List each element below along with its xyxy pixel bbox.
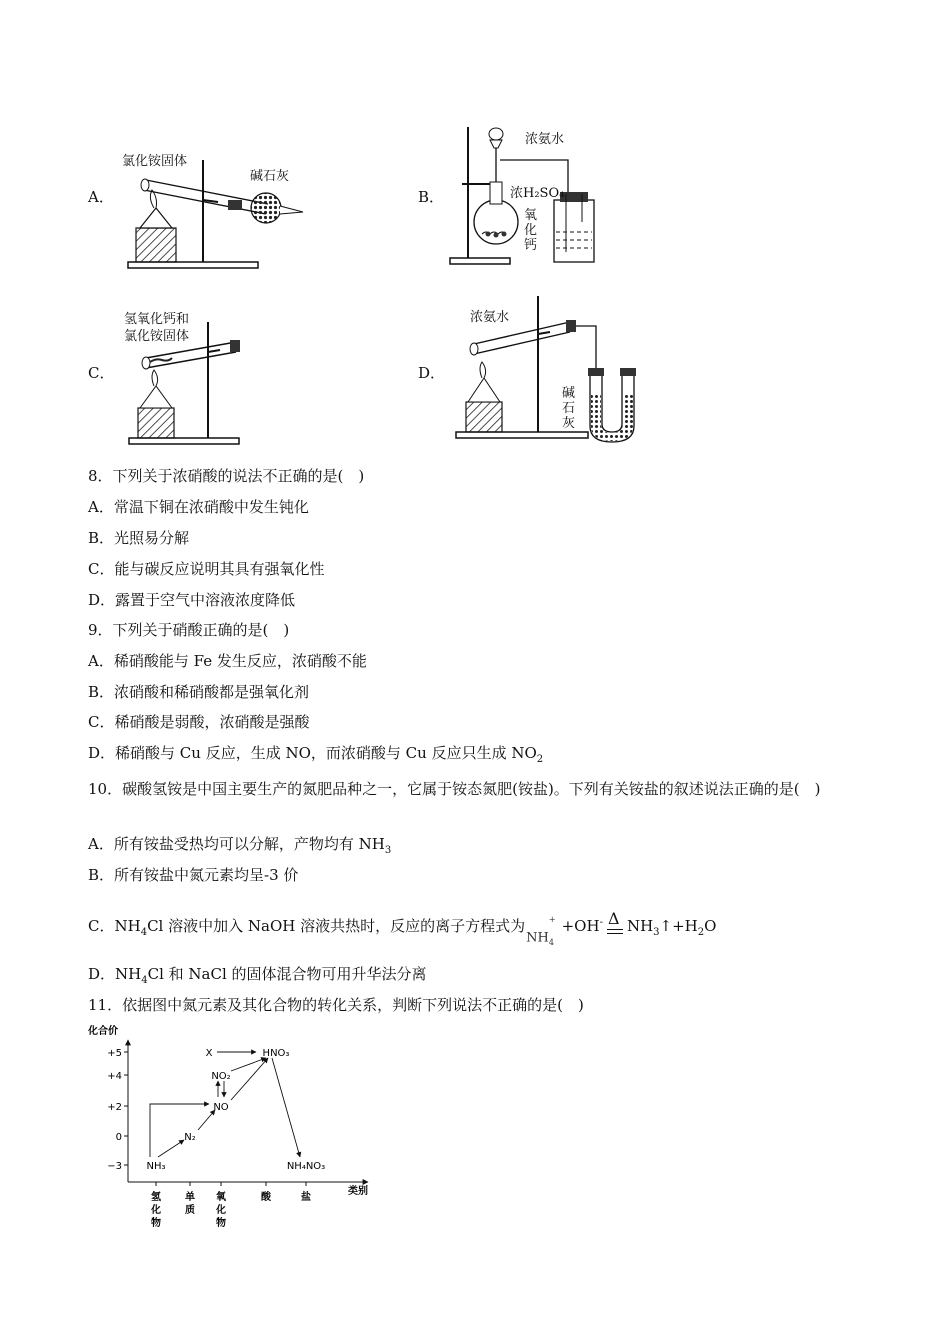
q9-option-b: B．浓硝酸和稀硝酸都是强氧化剂 xyxy=(88,683,310,701)
q10-option-b: B．所有铵盐中氮元素均呈-3 价 xyxy=(88,866,299,884)
chart-point-label: NH₃ xyxy=(146,1161,166,1172)
q9-option-c: C．稀硝酸是弱酸，浓硝酸是强酸 xyxy=(88,713,310,731)
c-solid-label-1: 氢氧化钙和 xyxy=(124,312,190,327)
b-ammonia-label: 浓氨水 xyxy=(525,132,565,147)
x-category-label: 质 xyxy=(185,1205,195,1216)
y-axis-label: 化合价 xyxy=(88,1026,118,1037)
q9-stem: 9．下列关于硝酸正确的是( ) xyxy=(88,621,290,639)
d-lime-1: 碱 xyxy=(562,386,576,401)
a-lime-label: 碱石灰 xyxy=(250,169,290,184)
x-category-label: 物 xyxy=(151,1218,161,1229)
option-b-label: B． xyxy=(418,188,445,206)
q10-stem: 10．碳酸氢铵是中国主要生产的氮肥品种之一，它属于铵态氮肥(铵盐)。下列有关铵盐的叙述说法正确的是( ) xyxy=(88,780,821,798)
x-category-label: 单 xyxy=(185,1192,195,1203)
y-tick-label: +2 xyxy=(107,1102,122,1113)
b-acid-label: 浓H₂SO₄ xyxy=(510,186,565,201)
c-solid-label-2: 氯化铵固体 xyxy=(124,329,190,344)
q9-option-d: D．稀硝酸与 Cu 反应，生成 NO，而浓硝酸与 Cu 反应只生成 $NO_2$ xyxy=(88,744,544,765)
chart-point-label: N₂ xyxy=(184,1132,196,1143)
transformation-arrow xyxy=(150,1104,209,1157)
ammonium-ion: $NH_4^+$ xyxy=(526,914,556,947)
x-category-label: 氧 xyxy=(216,1192,226,1203)
x-category-label: 盐 xyxy=(301,1192,311,1203)
d-ammonia-label: 浓氨水 xyxy=(470,310,510,325)
option-a-label: A． xyxy=(88,188,114,206)
q10-option-a: A．所有铵盐受热均可以分解，产物均有 $NH_3$ xyxy=(88,835,392,856)
transformation-arrow xyxy=(231,1058,266,1071)
y-tick-label: +5 xyxy=(107,1048,122,1059)
transformation-arrow xyxy=(158,1140,184,1157)
q8-option-d: D．露置于空气中溶液浓度降低 xyxy=(88,591,296,609)
x-category-label: 化 xyxy=(151,1205,161,1216)
y-tick-label: −3 xyxy=(107,1161,122,1172)
q9-option-a: A．稀硝酸能与 Fe 发生反应，浓硝酸不能 xyxy=(88,652,367,670)
q8-option-c: C．能与碳反应说明其具有强氧化性 xyxy=(88,560,325,578)
q8-option-a: A．常温下铜在浓硝酸中发生钝化 xyxy=(88,498,309,516)
x-category-label: 酸 xyxy=(261,1192,271,1203)
x-category-label: 物 xyxy=(216,1218,226,1229)
q10-option-d: D．$NH_4Cl$ 和 NaCl 的固体混合物可用升华法分离 xyxy=(88,965,427,986)
b-oxide-2: 化 xyxy=(524,223,538,238)
a-solid-label: 氯化铵固体 xyxy=(122,154,188,169)
q11-stem: 11．依据图中氮元素及其化合物的转化关系，判断下列说法不正确的是( ) xyxy=(88,996,584,1014)
x-axis-label: 类别 xyxy=(348,1186,368,1197)
chart-point-label: NH₄NO₃ xyxy=(286,1161,326,1172)
transformation-arrow xyxy=(272,1058,300,1157)
chart-point-label: NO xyxy=(213,1102,229,1113)
q8-option-b: B．光照易分解 xyxy=(88,529,190,547)
y-tick-label: +4 xyxy=(107,1071,122,1082)
transformation-arrow xyxy=(198,1110,215,1130)
chart-point-label: HNO₃ xyxy=(262,1048,290,1059)
b-oxide-1: 氧 xyxy=(524,208,538,223)
b-oxide-3: 钙 xyxy=(524,238,538,253)
option-d-label: D． xyxy=(418,364,446,382)
option-c-label: C． xyxy=(88,364,115,382)
x-category-label: 氢 xyxy=(151,1192,161,1203)
d-lime-2: 石 xyxy=(562,401,576,416)
q8-stem: 8．下列关于浓硝酸的说法不正确的是( ) xyxy=(88,467,365,485)
nitrogen-valence-chart xyxy=(86,1022,386,1232)
chart-point-label: NO₂ xyxy=(211,1071,231,1082)
y-tick-label: 0 xyxy=(115,1132,122,1143)
d-lime-3: 灰 xyxy=(562,416,576,431)
x-category-label: 化 xyxy=(216,1205,226,1216)
chart-point-label: X xyxy=(205,1048,213,1059)
q10-option-c: C．$NH_4Cl$ 溶液中加入 NaOH 溶液共热时，反应的离子方程式为$NH_4^+ +OH^-$ Δ $NH_3↑+H_2O$ xyxy=(88,913,716,943)
